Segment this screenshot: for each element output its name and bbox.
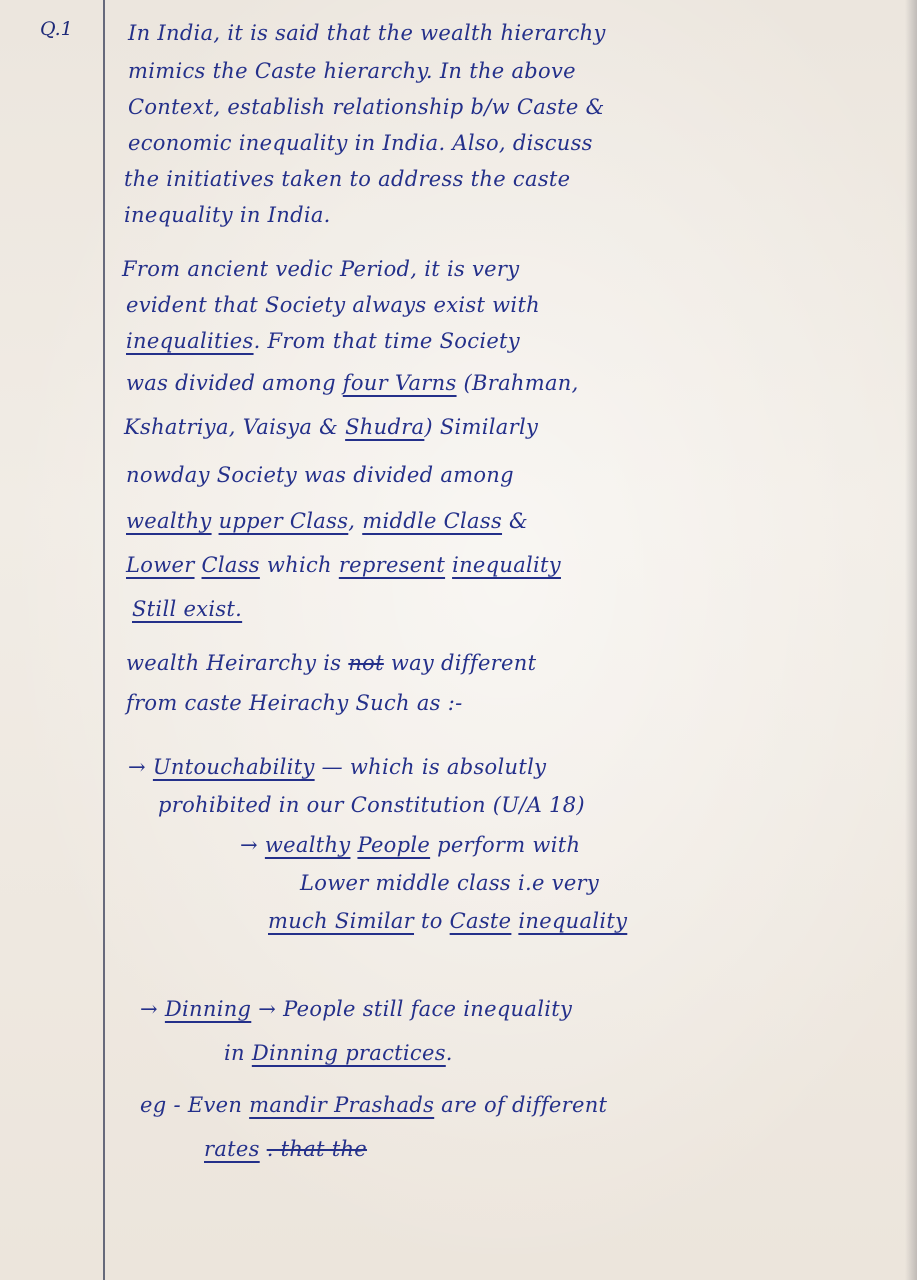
underlined-word: Dinning xyxy=(164,997,252,1021)
answer-para1-line-8 xyxy=(126,552,561,578)
question-number: Q.1 xyxy=(40,18,73,40)
answer-para1-line-7 xyxy=(126,508,528,534)
underlined-word: inequality xyxy=(518,909,628,933)
answer-para1-line-6: nowday Society was divided among xyxy=(126,463,514,487)
answer-para1-line-5 xyxy=(124,414,538,440)
underlined-word: wealthy xyxy=(264,833,351,857)
underlined-word: wealthy xyxy=(126,509,212,533)
underlined-word: inequalities xyxy=(126,329,254,353)
underlined-word: four Varns xyxy=(342,371,457,395)
point-untouchability-line-2: prohibited in our Constitution (U/A 18) xyxy=(158,793,585,817)
underlined-word: inequality xyxy=(452,553,561,577)
text-span: which xyxy=(259,553,339,577)
answer-para1-line-4 xyxy=(126,370,579,396)
sub-point-line-3 xyxy=(268,908,627,934)
arrow-icon: → xyxy=(240,833,258,857)
question-line-5: the initiatives taken to address the caste xyxy=(124,167,571,191)
page-edge-shadow xyxy=(905,0,917,1280)
underlined-word: Caste xyxy=(449,909,512,933)
struck-word: not xyxy=(348,651,384,675)
text-span: . From that time Society xyxy=(253,329,520,353)
underlined-word: middle Class xyxy=(362,509,503,533)
answer-para1-line-2: evident that Society always exist with xyxy=(126,293,541,317)
arrow-icon: → xyxy=(140,997,158,1021)
text-span: Kshatriya, Vaisya & xyxy=(124,415,346,439)
text-span: in xyxy=(224,1041,252,1065)
arrow-icon: → xyxy=(128,755,146,779)
underlined-word: represent xyxy=(338,553,446,577)
underlined-word: People xyxy=(357,833,431,857)
text-span: — which is absolutly xyxy=(314,755,547,779)
example-line-2 xyxy=(204,1136,367,1162)
answer-para1-line-3 xyxy=(126,328,520,354)
underlined-word: rates xyxy=(204,1137,260,1161)
question-line-4: economic inequality in India. Also, discuss xyxy=(128,131,593,155)
question-line-3: Context, establish relationship b/w Caste & xyxy=(128,95,605,119)
text-span: are of different xyxy=(434,1093,608,1117)
underlined-word: Shudra xyxy=(345,415,425,439)
point-dinning xyxy=(140,996,572,1022)
answer-para2-line-2: from caste Heirachy Such as :- xyxy=(126,691,463,715)
text-span: (Brahman, xyxy=(456,371,579,395)
underlined-word: Untouchability xyxy=(152,755,315,779)
point-untouchability xyxy=(128,754,546,780)
text-span: perform with xyxy=(430,833,581,857)
text-span: way different xyxy=(383,651,537,675)
underlined-word: upper Class xyxy=(218,509,349,533)
answer-para2-line-1 xyxy=(126,650,536,676)
underlined-word: Lower xyxy=(126,553,195,577)
sub-point-line-2: Lower middle class i.e very xyxy=(300,871,600,895)
text-span: eg - Even xyxy=(140,1093,250,1117)
answer-para1-line-1: From ancient vedic Period, it is very xyxy=(122,257,520,281)
text-span: & xyxy=(502,509,528,533)
underlined-word: Class xyxy=(201,553,260,577)
sub-point-wealthy xyxy=(240,832,580,858)
answer-para1-line-9 xyxy=(132,596,242,622)
text-span: , xyxy=(348,509,363,533)
underlined-word: Still exist. xyxy=(132,597,243,621)
underlined-word: Dinning practices xyxy=(251,1041,446,1065)
point-dinning-line-2 xyxy=(224,1040,453,1066)
question-line-2: mimics the Caste hierarchy. In the above xyxy=(128,59,576,83)
underlined-word: mandir Prashads xyxy=(249,1093,435,1117)
example-line-1 xyxy=(140,1092,607,1118)
text-span: . xyxy=(445,1041,453,1065)
text-span: ) Similarly xyxy=(424,415,539,439)
question-line-6: inequality in India. xyxy=(124,203,331,227)
text-span: → People still face inequality xyxy=(251,997,573,1021)
margin-line xyxy=(103,0,105,1280)
text-span: wealth Heirarchy is xyxy=(126,651,349,675)
text-span: was divided among xyxy=(126,371,343,395)
underlined-word: much Similar xyxy=(268,909,415,933)
struck-word: . that the xyxy=(266,1137,368,1161)
text-span: to xyxy=(414,909,450,933)
question-line-1: In India, it is said that the wealth hierarchy xyxy=(128,21,606,45)
